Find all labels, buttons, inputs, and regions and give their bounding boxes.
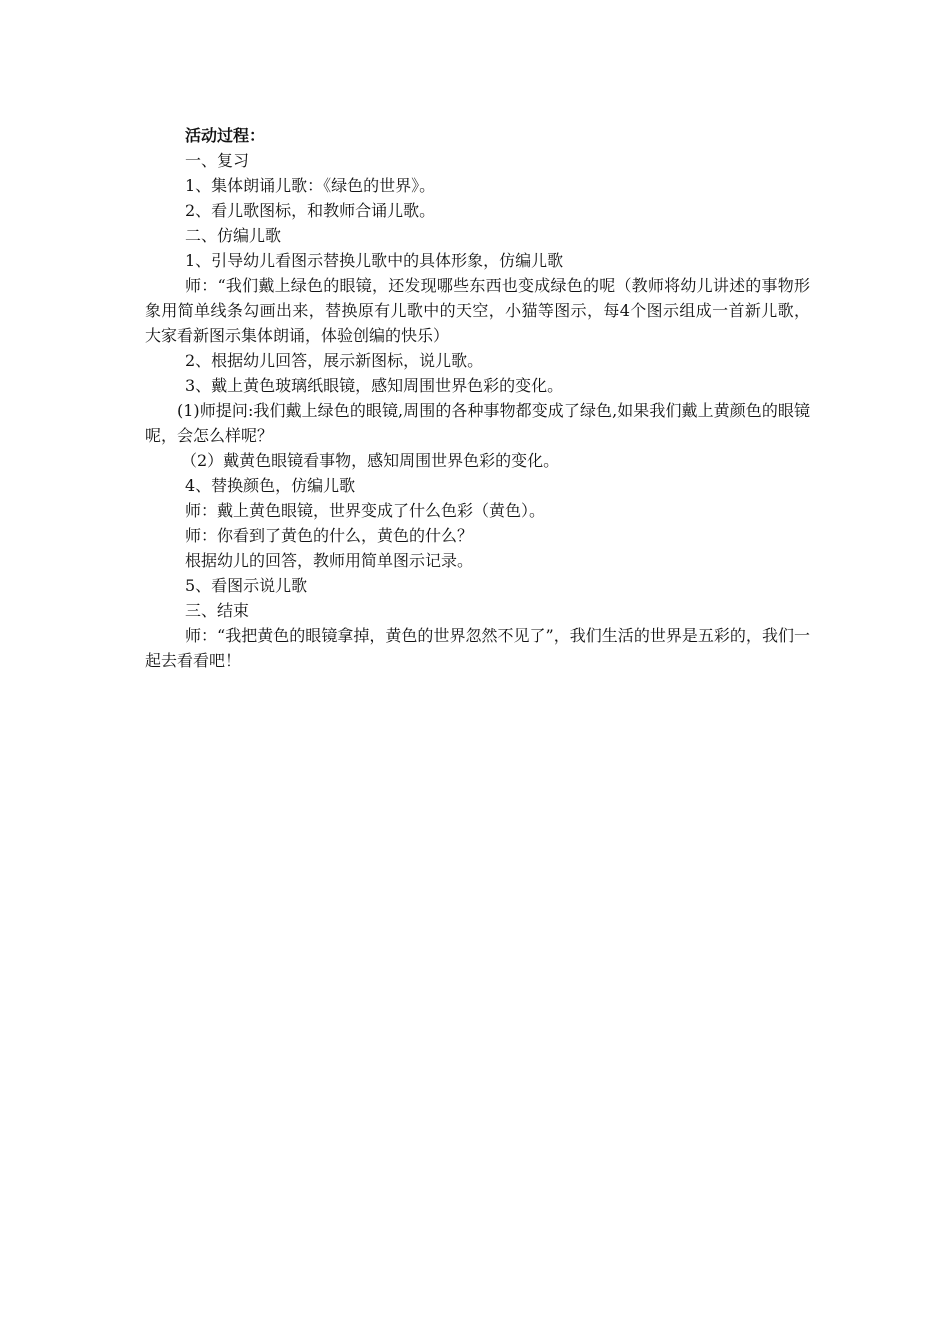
- paragraph: (1)师提问:我们戴上绿色的眼镜,周围的各种事物都变成了绿色,如果我们戴上黄颜色的眼镜呢，会怎么样呢？: [145, 401, 810, 445]
- paragraph: 2、看儿歌图标，和教师合诵儿歌。: [185, 201, 436, 220]
- paragraph: （2）戴黄色眼镜看事物，感知周围世界色彩的变化。: [181, 451, 560, 470]
- paragraph: 二、仿编儿歌: [185, 226, 282, 245]
- paragraph: 师：“我把黄色的眼镜拿掉，黄色的世界忽然不见了”，我们生活的世界是五彩的，我们一起去看看吧！: [145, 626, 810, 670]
- paragraph: 1、引导幼儿看图示替换儿歌中的具体形象，仿编儿歌: [185, 251, 564, 270]
- paragraph: 师：你看到了黄色的什么，黄色的什么？: [185, 526, 474, 545]
- paragraph: 师：“我们戴上绿色的眼镜，还发现哪些东西也变成绿色的呢（教师将幼儿讲述的事物形象用简单线条勾画出来，替换原有儿歌中的天空，小猫等图示，每4个图示组成一首新儿歌，大家看新图示集体朗诵，体验创编的快乐）: [145, 276, 810, 345]
- paragraph: 2、根据幼儿回答，展示新图标，说儿歌。: [185, 351, 484, 370]
- paragraph: 1、集体朗诵儿歌：《绿色的世界》。: [185, 176, 436, 195]
- document-body: [145, 123, 810, 673]
- paragraph: 三、结束: [185, 601, 250, 620]
- section-heading: 活动过程：: [185, 126, 266, 145]
- paragraph: 4、替换颜色，仿编儿歌: [185, 476, 356, 495]
- paragraph: 5、看图示说儿歌: [185, 576, 308, 595]
- paragraph: 师：戴上黄色眼镜，世界变成了什么色彩（黄色）。: [185, 501, 546, 520]
- paragraph: 3、戴上黄色玻璃纸眼镜，感知周围世界色彩的变化。: [185, 376, 564, 395]
- paragraph: 一、复习: [185, 151, 250, 170]
- paragraph: 根据幼儿的回答，教师用简单图示记录。: [185, 551, 474, 570]
